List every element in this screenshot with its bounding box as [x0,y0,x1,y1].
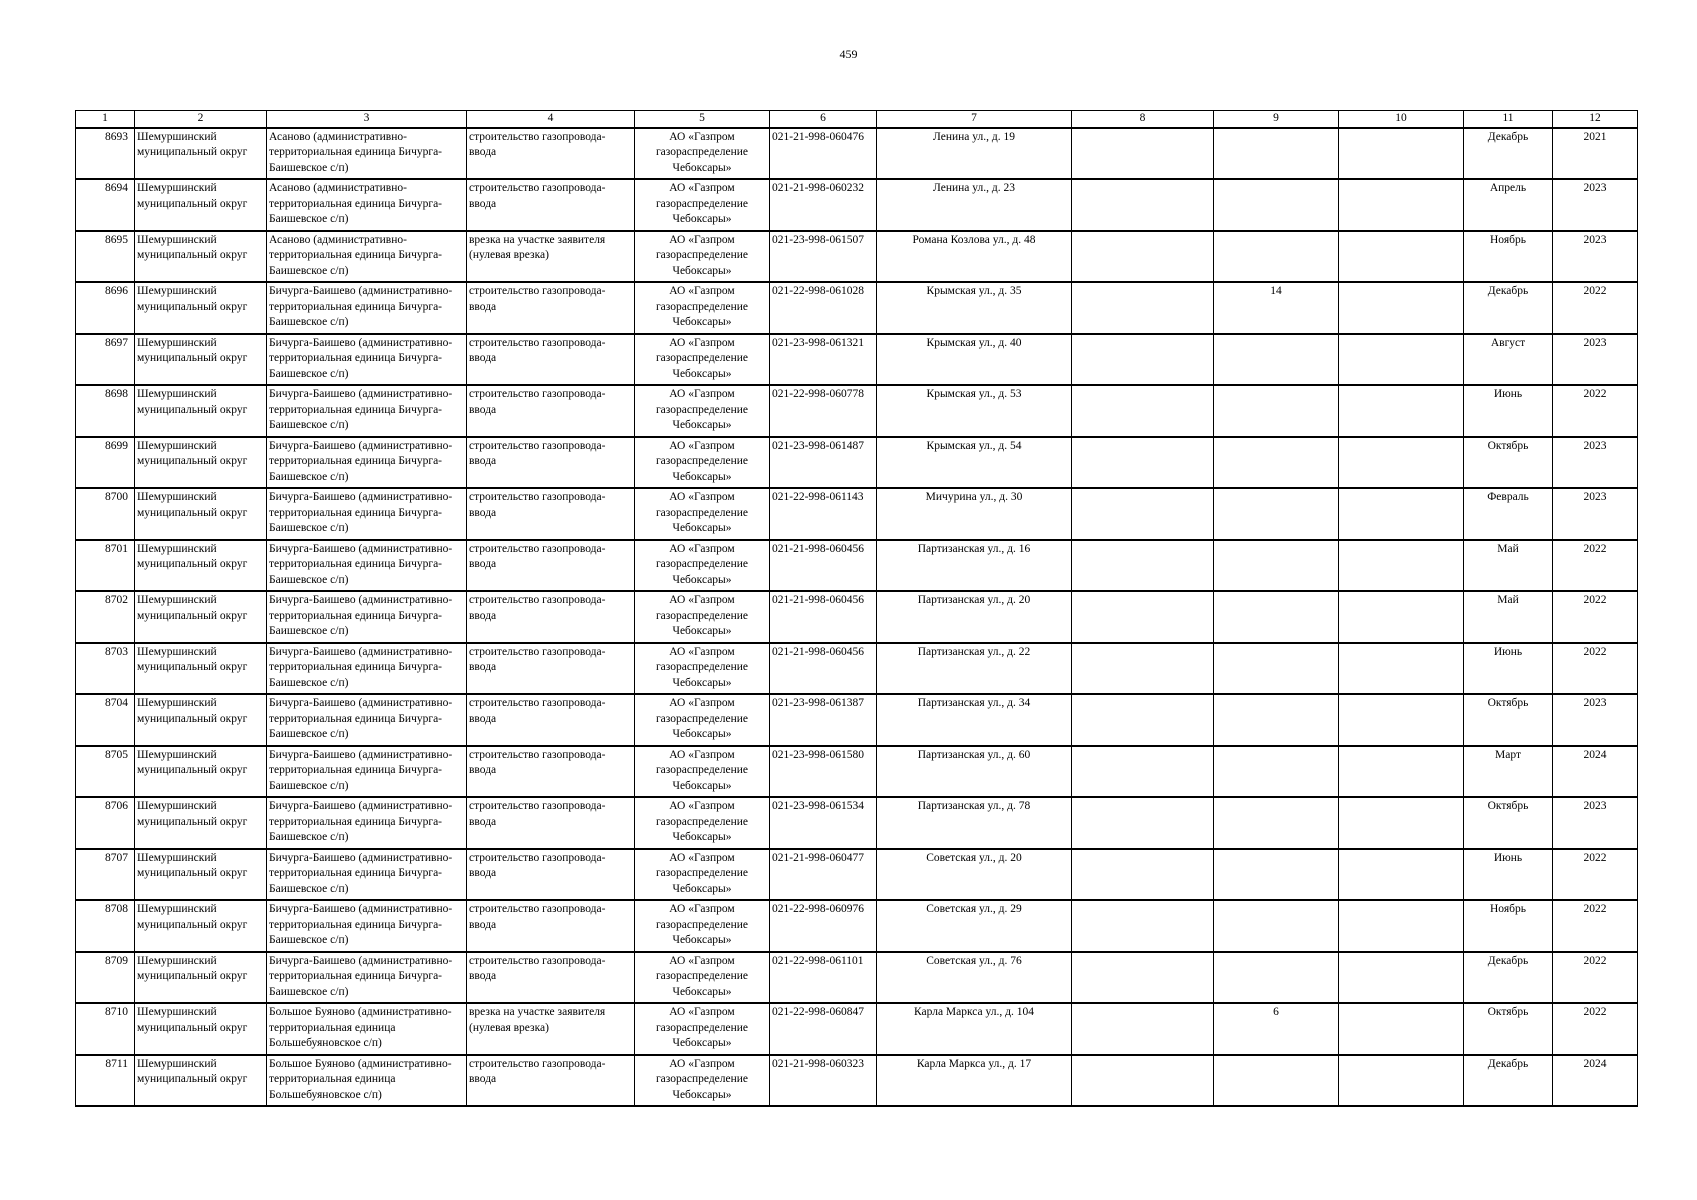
column-header-7: 7 [877,111,1072,128]
cell-district: Шемуршинский муниципальный округ [135,591,267,643]
cell-organization: АО «Газпром газораспределение Чебоксары» [635,179,770,231]
cell-work-type: строительство газопровода-ввода [467,1055,635,1107]
cell-month: Август [1464,334,1553,386]
cell-work-type: врезка на участке заявителя (нулевая врезка) [467,1003,635,1055]
cell-organization: АО «Газпром газораспределение Чебоксары» [635,591,770,643]
cell-registration-number: 021-23-998-061534 [770,797,877,849]
cell-col-10 [1339,488,1464,540]
cell-work-type: строительство газопровода-ввода [467,900,635,952]
cell-address: Советская ул., д. 20 [877,849,1072,901]
cell-work-type: строительство газопровода-ввода [467,746,635,798]
cell-settlement: Бичурга-Баишево (административно-территориальная единица Бичурга-Баишевское с/п) [267,952,467,1004]
cell-col-10 [1339,231,1464,283]
cell-row-number: 8704 [76,694,135,746]
cell-row-number: 8696 [76,282,135,334]
cell-address: Мичурина ул., д. 30 [877,488,1072,540]
cell-work-type: строительство газопровода-ввода [467,282,635,334]
cell-col-10 [1339,849,1464,901]
cell-district: Шемуршинский муниципальный округ [135,694,267,746]
cell-col-8 [1072,540,1214,592]
cell-row-number: 8709 [76,952,135,1004]
cell-col-8 [1072,231,1214,283]
cell-address: Романа Козлова ул., д. 48 [877,231,1072,283]
cell-address: Ленина ул., д. 23 [877,179,1072,231]
cell-month: Июнь [1464,643,1553,695]
cell-month: Октябрь [1464,694,1553,746]
cell-col-10 [1339,540,1464,592]
cell-col-10 [1339,128,1464,180]
cell-col-10 [1339,437,1464,489]
cell-month: Июнь [1464,849,1553,901]
cell-col-9 [1214,952,1339,1004]
cell-col-9 [1214,849,1339,901]
cell-district: Шемуршинский муниципальный округ [135,797,267,849]
column-header-8: 8 [1072,111,1214,128]
cell-organization: АО «Газпром газораспределение Чебоксары» [635,1003,770,1055]
cell-district: Шемуршинский муниципальный округ [135,1055,267,1107]
cell-row-number: 8707 [76,849,135,901]
cell-address: Карла Маркса ул., д. 104 [877,1003,1072,1055]
cell-organization: АО «Газпром газораспределение Чебоксары» [635,1055,770,1107]
cell-organization: АО «Газпром газораспределение Чебоксары» [635,694,770,746]
cell-month: Ноябрь [1464,231,1553,283]
table-row [76,849,1638,901]
cell-col-9 [1214,1055,1339,1107]
cell-work-type: строительство газопровода-ввода [467,488,635,540]
table-row [76,128,1638,180]
cell-address: Партизанская ул., д. 60 [877,746,1072,798]
column-header-9: 9 [1214,111,1339,128]
registry-table [75,110,1638,1107]
column-header-11: 11 [1464,111,1553,128]
cell-organization: АО «Газпром газораспределение Чебоксары» [635,797,770,849]
cell-month: Декабрь [1464,952,1553,1004]
cell-col-8 [1072,334,1214,386]
cell-address: Крымская ул., д. 40 [877,334,1072,386]
cell-organization: АО «Газпром газораспределение Чебоксары» [635,437,770,489]
cell-address: Крымская ул., д. 35 [877,282,1072,334]
cell-work-type: строительство газопровода-ввода [467,849,635,901]
cell-settlement: Бичурга-Баишево (административно-территориальная единица Бичурга-Баишевское с/п) [267,334,467,386]
cell-month: Май [1464,591,1553,643]
cell-work-type: строительство газопровода-ввода [467,797,635,849]
table-row [76,437,1638,489]
cell-organization: АО «Газпром газораспределение Чебоксары» [635,952,770,1004]
cell-col-9 [1214,128,1339,180]
cell-settlement: Бичурга-Баишево (административно-территориальная единица Бичурга-Баишевское с/п) [267,643,467,695]
cell-work-type: строительство газопровода-ввода [467,643,635,695]
cell-col-9 [1214,797,1339,849]
cell-registration-number: 021-23-998-061580 [770,746,877,798]
cell-col-9 [1214,231,1339,283]
column-header-12: 12 [1553,111,1638,128]
cell-year: 2021 [1553,128,1638,180]
cell-col-10 [1339,797,1464,849]
cell-col-9 [1214,334,1339,386]
cell-work-type: строительство газопровода-ввода [467,694,635,746]
table-row [76,643,1638,695]
cell-row-number: 8702 [76,591,135,643]
cell-month: Июнь [1464,385,1553,437]
cell-month: Ноябрь [1464,900,1553,952]
cell-settlement: Асаново (административно-территориальная единица Бичурга-Баишевское с/п) [267,179,467,231]
cell-organization: АО «Газпром газораспределение Чебоксары» [635,540,770,592]
cell-settlement: Бичурга-Баишево (административно-территориальная единица Бичурга-Баишевское с/п) [267,437,467,489]
table-row [76,231,1638,283]
cell-address: Партизанская ул., д. 22 [877,643,1072,695]
table-header [76,111,1638,128]
cell-col-8 [1072,437,1214,489]
cell-registration-number: 021-21-998-060476 [770,128,877,180]
cell-col-8 [1072,488,1214,540]
cell-row-number: 8711 [76,1055,135,1107]
cell-settlement: Бичурга-Баишево (административно-территориальная единица Бичурга-Баишевское с/п) [267,797,467,849]
cell-col-9 [1214,179,1339,231]
cell-col-10 [1339,591,1464,643]
cell-work-type: строительство газопровода-ввода [467,437,635,489]
cell-year: 2023 [1553,437,1638,489]
cell-work-type: врезка на участке заявителя (нулевая врезка) [467,231,635,283]
cell-registration-number: 021-23-998-061487 [770,437,877,489]
cell-address: Ленина ул., д. 19 [877,128,1072,180]
cell-year: 2022 [1553,952,1638,1004]
cell-address: Советская ул., д. 29 [877,900,1072,952]
cell-year: 2023 [1553,334,1638,386]
cell-settlement: Бичурга-Баишево (административно-территориальная единица Бичурга-Баишевское с/п) [267,694,467,746]
cell-row-number: 8697 [76,334,135,386]
cell-organization: АО «Газпром газораспределение Чебоксары» [635,900,770,952]
cell-month: Октябрь [1464,797,1553,849]
cell-registration-number: 021-21-998-060456 [770,643,877,695]
page-number: 459 [839,47,858,61]
cell-settlement: Бичурга-Баишево (административно-территориальная единица Бичурга-Баишевское с/п) [267,900,467,952]
cell-month: Февраль [1464,488,1553,540]
cell-settlement: Бичурга-Баишево (административно-территориальная единица Бичурга-Баишевское с/п) [267,540,467,592]
cell-district: Шемуршинский муниципальный округ [135,952,267,1004]
cell-col-8 [1072,797,1214,849]
cell-col-10 [1339,1055,1464,1107]
cell-work-type: строительство газопровода-ввода [467,952,635,1004]
cell-year: 2022 [1553,591,1638,643]
cell-organization: АО «Газпром газораспределение Чебоксары» [635,643,770,695]
cell-district: Шемуршинский муниципальный округ [135,385,267,437]
cell-row-number: 8703 [76,643,135,695]
table-row [76,952,1638,1004]
cell-year: 2022 [1553,540,1638,592]
cell-col-8 [1072,643,1214,695]
cell-year: 2022 [1553,1003,1638,1055]
cell-year: 2022 [1553,643,1638,695]
cell-year: 2023 [1553,694,1638,746]
cell-district: Шемуршинский муниципальный округ [135,231,267,283]
cell-month: Декабрь [1464,1055,1553,1107]
table-row [76,591,1638,643]
cell-year: 2024 [1553,1055,1638,1107]
cell-col-9 [1214,694,1339,746]
cell-col-8 [1072,1055,1214,1107]
cell-address: Карла Маркса ул., д. 17 [877,1055,1072,1107]
cell-col-10 [1339,282,1464,334]
cell-organization: АО «Газпром газораспределение Чебоксары» [635,334,770,386]
cell-district: Шемуршинский муниципальный округ [135,849,267,901]
cell-col-10 [1339,1003,1464,1055]
cell-col-8 [1072,591,1214,643]
cell-month: Май [1464,540,1553,592]
cell-address: Крымская ул., д. 53 [877,385,1072,437]
cell-row-number: 8708 [76,900,135,952]
table-row [76,1055,1638,1107]
table-row [76,385,1638,437]
cell-month: Март [1464,746,1553,798]
cell-col-9 [1214,437,1339,489]
cell-registration-number: 021-23-998-061387 [770,694,877,746]
cell-year: 2022 [1553,900,1638,952]
cell-address: Партизанская ул., д. 34 [877,694,1072,746]
cell-organization: АО «Газпром газораспределение Чебоксары» [635,128,770,180]
cell-col-8 [1072,694,1214,746]
cell-registration-number: 021-21-998-060456 [770,540,877,592]
cell-col-9 [1214,488,1339,540]
column-header-10: 10 [1339,111,1464,128]
header-row [76,111,1638,128]
column-header-3: 3 [267,111,467,128]
cell-work-type: строительство газопровода-ввода [467,128,635,180]
cell-month: Октябрь [1464,437,1553,489]
cell-col-9 [1214,746,1339,798]
cell-district: Шемуршинский муниципальный округ [135,437,267,489]
cell-col-8 [1072,952,1214,1004]
column-header-1: 1 [76,111,135,128]
table-row [76,900,1638,952]
cell-col-8 [1072,282,1214,334]
table-row [76,797,1638,849]
cell-year: 2023 [1553,231,1638,283]
cell-col-8 [1072,385,1214,437]
cell-row-number: 8693 [76,128,135,180]
cell-row-number: 8695 [76,231,135,283]
cell-district: Шемуршинский муниципальный округ [135,643,267,695]
cell-row-number: 8698 [76,385,135,437]
cell-row-number: 8710 [76,1003,135,1055]
cell-col-8 [1072,746,1214,798]
column-header-6: 6 [770,111,877,128]
table-row [76,1003,1638,1055]
cell-registration-number: 021-21-998-060323 [770,1055,877,1107]
cell-month: Апрель [1464,179,1553,231]
cell-col-8 [1072,1003,1214,1055]
cell-work-type: строительство газопровода-ввода [467,540,635,592]
cell-row-number: 8705 [76,746,135,798]
cell-organization: АО «Газпром газораспределение Чебоксары» [635,231,770,283]
table-row [76,746,1638,798]
cell-col-9 [1214,591,1339,643]
cell-col-10 [1339,334,1464,386]
cell-year: 2022 [1553,385,1638,437]
cell-col-8 [1072,849,1214,901]
cell-row-number: 8706 [76,797,135,849]
cell-settlement: Большое Буяново (административно-территориальная единица Большебуяновское с/п) [267,1055,467,1107]
cell-col-10 [1339,746,1464,798]
cell-col-10 [1339,385,1464,437]
cell-row-number: 8701 [76,540,135,592]
table-body [76,128,1638,1107]
cell-month: Октябрь [1464,1003,1553,1055]
column-header-5: 5 [635,111,770,128]
cell-month: Декабрь [1464,282,1553,334]
cell-row-number: 8694 [76,179,135,231]
cell-registration-number: 021-21-998-060477 [770,849,877,901]
cell-col-9 [1214,385,1339,437]
cell-work-type: строительство газопровода-ввода [467,591,635,643]
cell-address: Партизанская ул., д. 78 [877,797,1072,849]
cell-registration-number: 021-22-998-061143 [770,488,877,540]
cell-settlement: Бичурга-Баишево (административно-территориальная единица Бичурга-Баишевское с/п) [267,282,467,334]
cell-settlement: Асаново (административно-территориальная единица Бичурга-Баишевское с/п) [267,231,467,283]
cell-work-type: строительство газопровода-ввода [467,334,635,386]
cell-row-number: 8699 [76,437,135,489]
cell-district: Шемуршинский муниципальный округ [135,282,267,334]
cell-settlement: Бичурга-Баишево (административно-территориальная единица Бичурга-Баишевское с/п) [267,488,467,540]
cell-settlement: Бичурга-Баишево (административно-территориальная единица Бичурга-Баишевское с/п) [267,591,467,643]
cell-district: Шемуршинский муниципальный округ [135,746,267,798]
cell-year: 2023 [1553,179,1638,231]
cell-settlement: Бичурга-Баишево (административно-территориальная единица Бичурга-Баишевское с/п) [267,385,467,437]
cell-address: Партизанская ул., д. 16 [877,540,1072,592]
cell-organization: АО «Газпром газораспределение Чебоксары» [635,746,770,798]
cell-district: Шемуршинский муниципальный округ [135,334,267,386]
cell-registration-number: 021-23-998-061321 [770,334,877,386]
cell-year: 2022 [1553,849,1638,901]
cell-registration-number: 021-21-998-060456 [770,591,877,643]
cell-registration-number: 021-21-998-060232 [770,179,877,231]
cell-settlement: Бичурга-Баишево (административно-территориальная единица Бичурга-Баишевское с/п) [267,746,467,798]
cell-registration-number: 021-22-998-061101 [770,952,877,1004]
cell-col-10 [1339,179,1464,231]
cell-district: Шемуршинский муниципальный округ [135,179,267,231]
cell-district: Шемуршинский муниципальный округ [135,488,267,540]
cell-address: Советская ул., д. 76 [877,952,1072,1004]
cell-district: Шемуршинский муниципальный округ [135,540,267,592]
cell-registration-number: 021-22-998-061028 [770,282,877,334]
cell-work-type: строительство газопровода-ввода [467,385,635,437]
cell-registration-number: 021-23-998-061507 [770,231,877,283]
table-row [76,694,1638,746]
cell-col-9: 6 [1214,1003,1339,1055]
cell-col-9: 14 [1214,282,1339,334]
cell-col-10 [1339,952,1464,1004]
cell-district: Шемуршинский муниципальный округ [135,1003,267,1055]
cell-col-10 [1339,694,1464,746]
table-row [76,488,1638,540]
column-header-2: 2 [135,111,267,128]
cell-col-9 [1214,900,1339,952]
cell-organization: АО «Газпром газораспределение Чебоксары» [635,385,770,437]
cell-settlement: Бичурга-Баишево (административно-территориальная единица Бичурга-Баишевское с/п) [267,849,467,901]
cell-col-8 [1072,179,1214,231]
cell-settlement: Асаново (административно-территориальная единица Бичурга-Баишевское с/п) [267,128,467,180]
cell-row-number: 8700 [76,488,135,540]
table-row [76,179,1638,231]
cell-col-9 [1214,540,1339,592]
cell-col-8 [1072,900,1214,952]
cell-col-10 [1339,643,1464,695]
table-row [76,540,1638,592]
cell-year: 2023 [1553,488,1638,540]
cell-district: Шемуршинский муниципальный округ [135,128,267,180]
cell-address: Партизанская ул., д. 20 [877,591,1072,643]
cell-organization: АО «Газпром газораспределение Чебоксары» [635,488,770,540]
cell-registration-number: 021-22-998-060778 [770,385,877,437]
cell-month: Декабрь [1464,128,1553,180]
cell-col-10 [1339,900,1464,952]
cell-col-9 [1214,643,1339,695]
cell-organization: АО «Газпром газораспределение Чебоксары» [635,849,770,901]
cell-year: 2024 [1553,746,1638,798]
table-row [76,334,1638,386]
cell-col-8 [1072,128,1214,180]
cell-work-type: строительство газопровода-ввода [467,179,635,231]
cell-year: 2022 [1553,282,1638,334]
column-header-4: 4 [467,111,635,128]
cell-settlement: Большое Буяново (административно-территориальная единица Большебуяновское с/п) [267,1003,467,1055]
cell-organization: АО «Газпром газораспределение Чебоксары» [635,282,770,334]
cell-address: Крымская ул., д. 54 [877,437,1072,489]
table-row [76,282,1638,334]
cell-registration-number: 021-22-998-060976 [770,900,877,952]
cell-year: 2023 [1553,797,1638,849]
cell-district: Шемуршинский муниципальный округ [135,900,267,952]
cell-registration-number: 021-22-998-060847 [770,1003,877,1055]
